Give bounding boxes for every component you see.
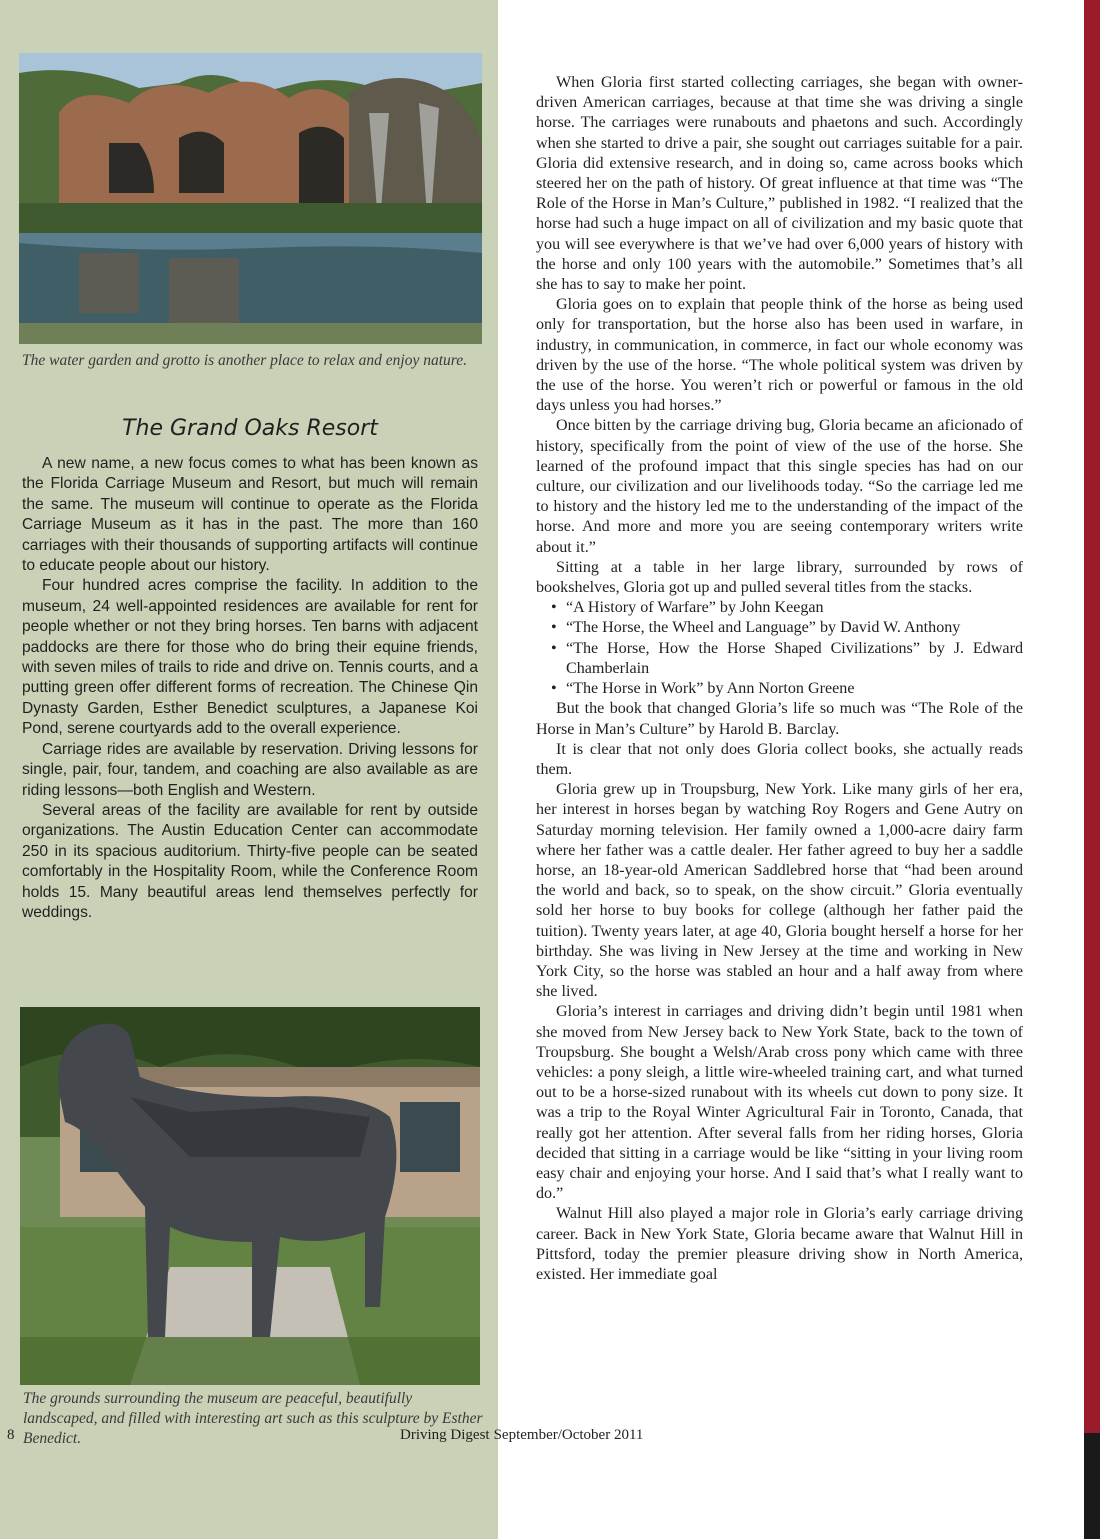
bullet-icon: • (551, 599, 557, 617)
sidebar-body (22, 454, 478, 923)
magazine-name: Driving Digest (400, 1427, 490, 1443)
book-list (536, 598, 1023, 699)
book-title: “The Horse in Work” by Ann Norton Greene (566, 680, 855, 698)
book-title: “The Horse, the Wheel and Language” by David W. Anthony (566, 619, 961, 637)
section-heading: The Grand Oaks Resort (122, 416, 378, 441)
article-paragraph: Gloria’s interest in carriages and driving didn’t begin until 1981 when she moved from New Jersey back to New York State, back to the town of Troupsburg. She bought a Welsh/Arab cross pony which came with three vehicles: a pony sleigh, a little wire-wheeled training cart, and what turned out to be a horse-sized runabout with its wheels cut down to pony size. It was a trip to the Royal Winter Agricultural Fair in Toronto, Canada, that really got her attention. After several falls from her riding horses, Gloria decided that sitting in a carriage would be like “sitting in your living room easy chair and enjoying your horse. And I said that’s what I really want to do.” (536, 1003, 1023, 1203)
page-edge-bar (1084, 0, 1100, 1539)
book-title: “A History of Warfare” by John Keegan (566, 599, 824, 617)
bullet-icon: • (551, 639, 557, 657)
magazine-footer (400, 1427, 647, 1444)
water-garden-photo (19, 53, 482, 344)
article-paragraph: When Gloria first started collecting carriages, she began with owner-driven American carriages, because at that time she was driving a single horse. The carriages were runabouts and phaetons and such. Accordingly when she started to drive a pair, she sought out carriages suitable for a pair. Gloria did extensive research, and in doing so, came across books which steered her on the path of history. Of great influence at that time was “The Role of the Horse in Man’s Culture,” published in 1982. “I realized that the horse had such a huge impact on all of civilization and my basic quote that you will see everywhere is that we’ve had over 6,000 years of history with the horse and only 100 years with the automobile.” Sometimes that’s all she has to say to make her point. (536, 74, 1023, 294)
book-list-item (536, 598, 1023, 618)
book-list-item (536, 639, 1023, 679)
page-number: 8 (7, 1427, 15, 1443)
sidebar-paragraph: A new name, a new focus comes to what has been known as the Florida Carriage Museum and Resort, but much will remain the same. The museum will continue to operate as the Florida Carriage Museum as it has in the past. The more than 160 carriages with their thousands of supporting artifacts will continue to educate people about our history. (22, 455, 478, 575)
article-paragraph: Sitting at a table in her large library, surrounded by rows of bookshelves, Gloria got up and pulled several titles from the stacks. (536, 558, 1023, 597)
book-list-item (536, 679, 1023, 699)
sidebar-paragraph: Four hundred acres comprise the facility. In addition to the museum, 24 well-appointed residences are available for rent for people whether or not they bring horses. Ten barns with adjacent paddocks are there for those who do bring their equine friends, with seven miles of trails to ride and drive on. Tennis courts, and a putting green offer different forms of recreation. The Chinese Qin Dynasty Garden, Esther Benedict sculptures, a Japanese Koi Pond, serene courtyards add to the overall experience. (22, 577, 478, 738)
horse-sculpture-caption: The grounds surrounding the museum are peaceful, beautifully landscaped, and filled with interesting art such as this sculpture by Esther Benedict. (23, 1390, 483, 1447)
horse-sculpture-photo (20, 1007, 480, 1385)
issue-date: September/October 2011 (493, 1427, 644, 1443)
article-paragraph: Gloria grew up in Troupsburg, New York. Like many girls of her era, her interest in horses began by watching Roy Rogers and Gene Autry on Saturday morning television. Her family owned a 1,000-acre dairy farm where her father was a cattle dealer. Her father agreed to buy her a saddle horse, an 18-year-old American Saddlebred horse that “had been around the world and back, so to speak, on the show circuit.” Gloria eventually sold her horse to buy books for college (although her father paid the tuition). Twenty years later, at age 40, Gloria bought herself a horse for her birthday. She was living in New Jersey at the time and working in New York City, so the horse was stabled an hour and a half away from where she lived. (536, 781, 1023, 1001)
sidebar-paragraph: Several areas of the facility are available for rent by outside organizations. The Austin Education Center can accommodate 250 in its spacious auditorium. Thirty-five people can be seated comfortably in the Hospitality Room, while the Conference Room holds 15. Many beautiful areas lend themselves perfectly for weddings. (22, 801, 478, 921)
article-body (536, 73, 1023, 1285)
article-paragraph: But the book that changed Gloria’s life so much was “The Role of the Horse in Man’s Culture” by Harold B. Barclay. (536, 700, 1023, 738)
book-list-item (536, 618, 1023, 638)
bullet-icon: • (551, 619, 557, 637)
page-edge-bar-dark (1084, 1433, 1100, 1539)
water-garden-caption: The water garden and grotto is another place to relax and enjoy nature. (22, 352, 467, 369)
bullet-icon: • (551, 680, 557, 698)
article-paragraph: Once bitten by the carriage driving bug, Gloria became an aficionado of history, specifically from the point of view of the use of the horse. She learned of the profound impact that this single species has had on our culture, our civilization and our livelihoods today. “So the carriage led me to history and the history led me to the understanding of the impact of the horse. And more and more you are seeing contemporary writers write about it.” (536, 417, 1023, 556)
book-title: “The Horse, How the Horse Shaped Civilizations” by J. Edward Chamberlain (566, 639, 1023, 677)
article-paragraph: It is clear that not only does Gloria collect books, she actually reads them. (536, 740, 1023, 778)
sidebar-paragraph: Carriage rides are available by reservation. Driving lessons for single, pair, four, tandem, and coaching are also available as are riding lessons—both English and Western. (22, 740, 478, 799)
article-paragraph: Gloria goes on to explain that people think of the horse as being used only for transportation, but the horse also has been used in warfare, in industry, in communication, in commerce, in fact our whole economy was driven by the use of the horse. “The whole political system was driven by the use of the horse. You weren’t rich or powerful or famous in the old days unless you had horses.” (536, 296, 1023, 415)
article-paragraph: Walnut Hill also played a major role in Gloria’s early carriage driving career. Back in New York State, Gloria became aware that Walnut Hill in Pittsford, today the premier pleasure driving show in North America, existed. Her immediate goal (536, 1205, 1023, 1283)
